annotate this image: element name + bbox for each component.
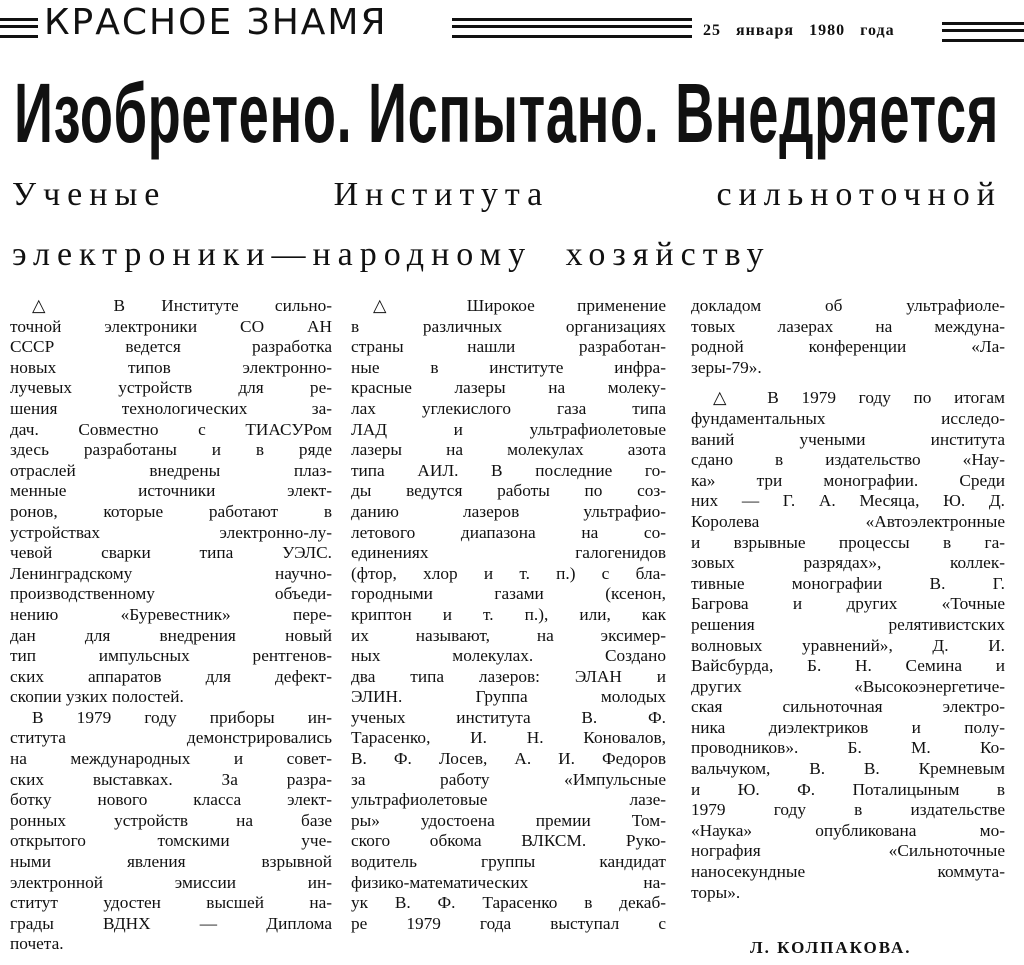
text-line: нению «Буревестник» пере- — [10, 604, 332, 624]
article-subheadline-line-2: электроники—народному хозяйству — [12, 236, 771, 273]
text-line: точной электроники СО АН — [10, 316, 332, 336]
text-line: СССР ведется разработка — [10, 337, 332, 357]
text-line: на международных и совет- — [10, 749, 332, 769]
text-line: почета. — [10, 934, 64, 954]
text-line: проводников». Б. М. Ко- — [691, 738, 1005, 758]
text-line: них — Г. А. Месяца, Ю. Д. — [691, 491, 1005, 511]
text-line: ских аппаратов для дефект- — [10, 666, 332, 686]
text-line: «Наука» опубликована мо- — [691, 820, 1005, 840]
text-line: других «Высокоэнергетиче- — [691, 676, 1005, 696]
text-line: здесь разработаны и в ряде — [10, 440, 332, 460]
text-line: ученых института В. Ф. — [351, 707, 666, 727]
text-line: △ В 1979 году по итогам — [713, 388, 1005, 408]
text-line: данию лазеров ультрафио- — [351, 501, 666, 521]
text-line: новых типов электронно- — [10, 357, 332, 377]
text-line: ЛАД и ультрафиолетовые — [351, 419, 666, 439]
text-line: Вайсбурда, Б. Н. Семина и — [691, 656, 1005, 676]
masthead — [0, 0, 1024, 50]
text-line: ды ведутся работы по соз- — [351, 481, 666, 501]
text-line: ные в институте инфра- — [351, 357, 666, 377]
newspaper-name: КРАСНОЕ ЗНАМЯ — [44, 2, 388, 43]
text-line: ская сильноточная электро- — [691, 697, 1005, 717]
text-line: ститута демонстрировались — [10, 728, 332, 748]
text-line: криптон и т. п.), или, как — [351, 604, 666, 624]
text-line: вальчуком, В. В. Кремневым — [691, 759, 1005, 779]
text-line: ук В. Ф. Тарасенко в декаб- — [351, 893, 666, 913]
paragraph — [10, 708, 332, 955]
text-line: ры» удостоена премии Том- — [351, 810, 666, 830]
text-line: открытого томскими уче- — [10, 831, 332, 851]
paragraph — [10, 296, 332, 708]
text-line: ника диэлектриков и полу- — [691, 717, 1005, 737]
text-line: ского обкома ВЛКСМ. Руко- — [351, 831, 666, 851]
text-line: устройствах электронно-лу- — [10, 522, 332, 542]
paragraph — [351, 296, 666, 934]
text-line: скопии узких полостей. — [10, 687, 184, 707]
text-line: ультрафиолетовые лазе- — [351, 790, 666, 810]
text-line: лах углекислого газа типа — [351, 398, 666, 418]
text-line: ститут удостен высшей на- — [10, 893, 332, 913]
text-line: ронов, которые работают в — [10, 501, 332, 521]
masthead-rule — [452, 18, 692, 38]
text-line: △ Широкое применение — [373, 296, 666, 315]
text-line: шения технологических за- — [10, 398, 332, 418]
article-column-2 — [351, 296, 666, 934]
text-line: (фтор, хлор и т. п.) с бла- — [351, 563, 666, 583]
text-line: летового диапазона на со- — [351, 522, 666, 542]
author-signature: Л. КОЛПАКОВА. — [750, 938, 912, 957]
text-line: красные лазеры на молеку- — [351, 378, 666, 398]
article-column-3 — [691, 296, 1005, 903]
text-line: типа АИЛ. В последние го- — [351, 460, 666, 480]
text-line: ЭЛИН. Группа молодых — [351, 687, 666, 707]
text-line: зеры-79». — [691, 357, 762, 377]
text-line: физико-математических на- — [351, 872, 666, 892]
text-line: фундаментальных исследо- — [691, 408, 1005, 428]
text-line: менные источники элект- — [10, 481, 332, 501]
text-line: за работу «Импульсные — [351, 769, 666, 789]
text-line: водитель группы кандидат — [351, 852, 666, 872]
issue-date: 25 января 1980 года — [703, 22, 895, 39]
text-line: родной конференции «Ла- — [691, 337, 1005, 357]
text-line: чевой сварки типа УЭЛС. — [10, 543, 332, 563]
text-line: товых лазерах на междуна- — [691, 316, 1005, 336]
text-line: 1979 году в издательстве — [691, 800, 1005, 820]
text-line: Королева «Автоэлектронные — [691, 511, 1005, 531]
text-line: В 1979 году приборы ин- — [32, 707, 332, 727]
headline-container — [14, 68, 999, 158]
text-line: ваний учеными института — [691, 429, 1005, 449]
text-line: страны нашли разработан- — [351, 337, 666, 357]
text-line: в различных организациях — [351, 316, 666, 336]
text-line: ботку нового класса элект- — [10, 790, 332, 810]
text-line: дач. Совместно с ТИАСУРом — [10, 419, 332, 439]
text-line: лучевых устройств для ре- — [10, 378, 332, 398]
text-line: два типа лазеров: ЭЛАН и — [351, 666, 666, 686]
article-column-1 — [10, 296, 332, 955]
text-line: тип импульсных рентгенов- — [10, 646, 332, 666]
masthead-rule — [942, 22, 1024, 42]
text-line: В. Ф. Лосев, А. И. Федоров — [351, 749, 666, 769]
text-line: ка» три монографии. Среди — [691, 470, 1005, 490]
text-line: и взрывные процессы в га- — [691, 532, 1005, 552]
text-line: Ленинградскому научно- — [10, 563, 332, 583]
text-line: ских выставках. За разра- — [10, 769, 332, 789]
text-line: и Ю. Ф. Поталицыным в — [691, 779, 1005, 799]
article-headline: Изобретено. Испытано. Внедряется — [14, 66, 999, 160]
text-line: докладом об ультрафиоле- — [691, 296, 1005, 315]
text-line: волновых уравнений», Д. И. — [691, 635, 1005, 655]
article-subheadline-line-1: Ученые Института сильноточной — [12, 176, 1002, 213]
text-line: Тарасенко, И. Н. Коновалов, — [351, 728, 666, 748]
text-line: отраслей внедрены плаз- — [10, 460, 332, 480]
text-line: ре 1979 года выступал с — [351, 913, 666, 933]
text-line: наносекундные коммута- — [691, 862, 1005, 882]
text-line: городными газами (ксенон, — [351, 584, 666, 604]
paragraph — [691, 296, 1005, 378]
text-line: сдано в издательство «Нау- — [691, 450, 1005, 470]
text-line: единениях галогенидов — [351, 543, 666, 563]
text-line: тивные монографии В. Г. — [691, 573, 1005, 593]
text-line: электронной эмиссии ин- — [10, 872, 332, 892]
text-line: лазеры на молекулах азота — [351, 440, 666, 460]
text-line: производственному объеди- — [10, 584, 332, 604]
text-line: зовых разрядах», коллек- — [691, 553, 1005, 573]
text-line: дан для внедрения новый — [10, 625, 332, 645]
text-line: Багрова и других «Точные — [691, 594, 1005, 614]
paragraph — [691, 388, 1005, 903]
text-line: ронных устройств на базе — [10, 810, 332, 830]
text-line: △ В Институте сильно- — [32, 296, 332, 315]
text-line: ных молекулах. Создано — [351, 646, 666, 666]
text-line: ными явления взрывной — [10, 852, 332, 872]
text-line: нография «Сильноточные — [691, 841, 1005, 861]
text-line: решения релятивистских — [691, 614, 1005, 634]
masthead-rule — [0, 18, 38, 38]
text-line: грады ВДНХ — Диплома — [10, 913, 332, 933]
text-line: торы». — [691, 882, 741, 902]
text-line: их называют, на эксимер- — [351, 625, 666, 645]
